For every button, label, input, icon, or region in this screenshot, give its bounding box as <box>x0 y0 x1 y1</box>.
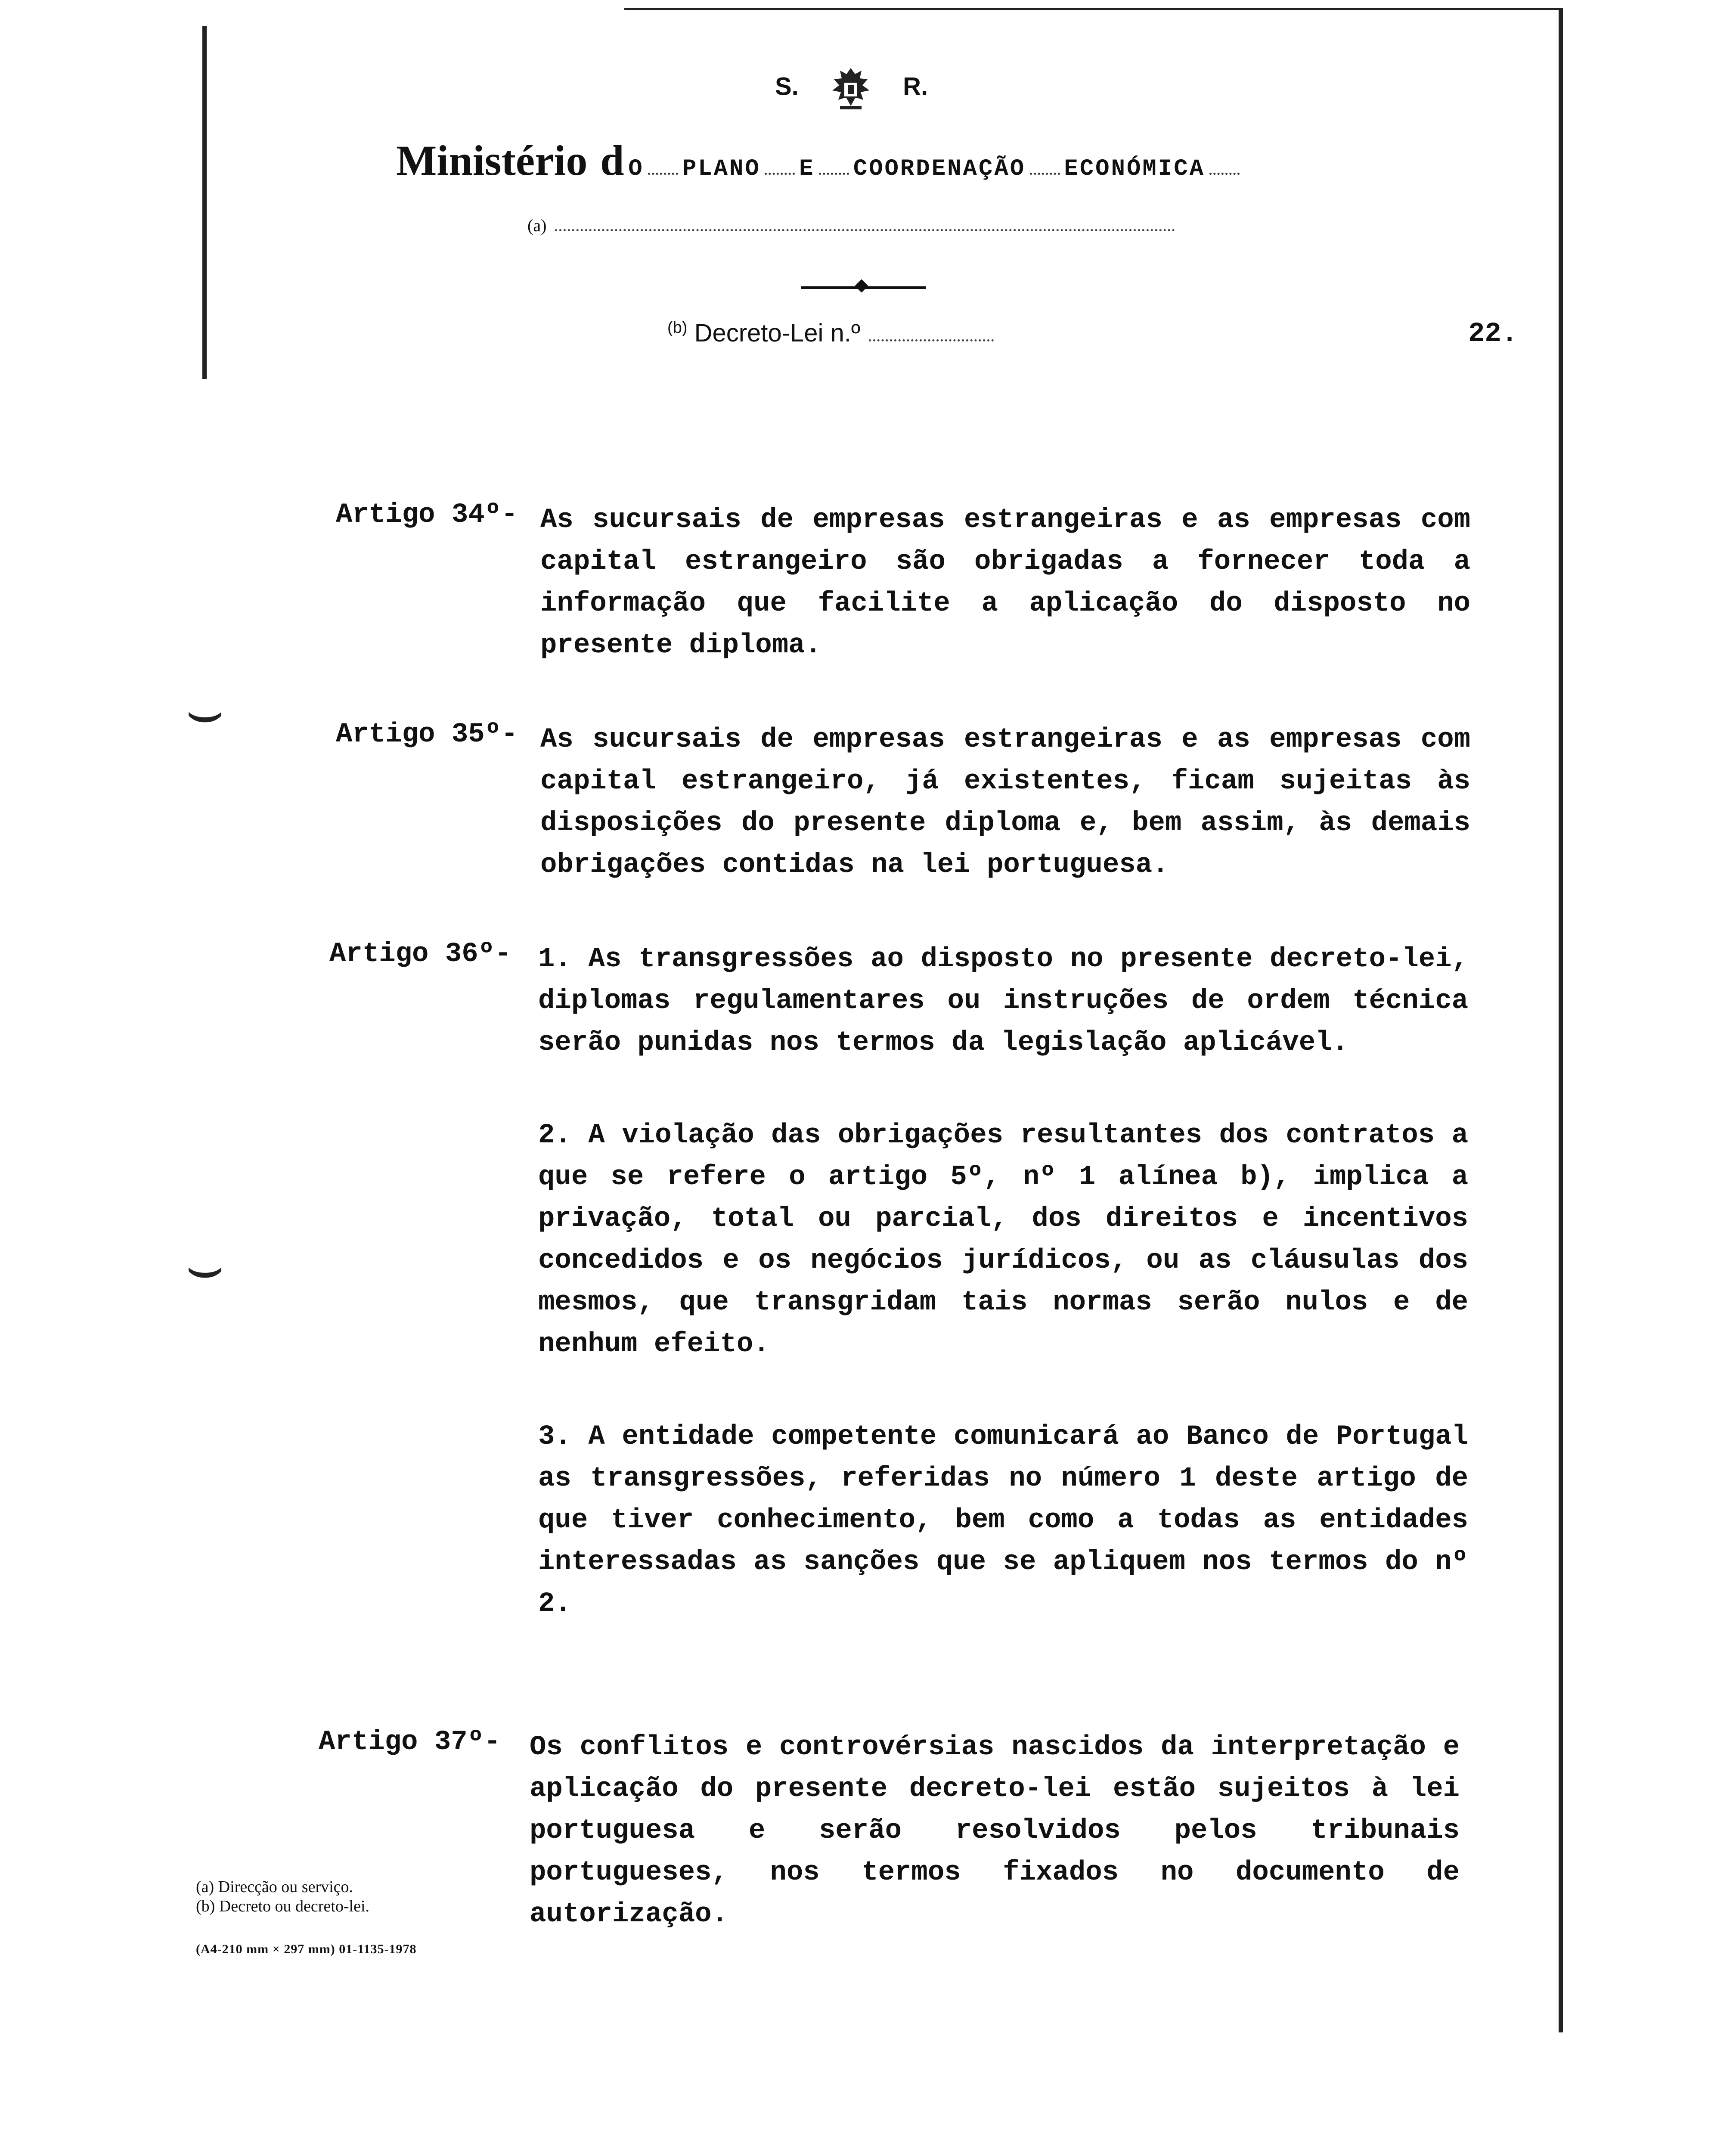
dotted-leader <box>1209 173 1240 175</box>
dotted-leader <box>765 173 795 175</box>
ministry-d: d <box>600 137 624 184</box>
dotted-leader <box>648 173 678 175</box>
coat-of-arms-icon <box>823 65 879 112</box>
ministry-line <box>396 136 1240 185</box>
header-seal-line <box>775 65 928 112</box>
article-36-label: Artigo 36º- <box>329 939 512 970</box>
article-37-label: Artigo 37º- <box>319 1727 501 1758</box>
article-37-text <box>530 1727 1460 1936</box>
hole-punch-mark-2: ⌣ <box>185 1232 225 1300</box>
article-35-label: Artigo 35º- <box>336 719 518 750</box>
article-paragraph: As sucursais de empresas estrangeiras e as empresas com capital estrangeiro, já existentes, ficam sujeitas às disposições do presente diploma e, bem assim, às demais obrigações contidas na lei portuguesa. <box>540 724 1470 881</box>
dotted-leader <box>1030 173 1060 175</box>
scan-edge-left <box>202 26 207 379</box>
ministry-e: E <box>799 156 815 182</box>
decree-number-blank <box>869 339 994 341</box>
hole-punch-mark-1: ⌣ <box>185 677 225 745</box>
article-paragraph: Os conflitos e controvérsias nascidos da interpretação e aplicação do presente decreto-lei estão sujeitos à lei portuguesa e serão resolvidos pelos tribunais portugueses, nos termos fixados no documento de autorização. <box>530 1732 1460 1930</box>
scan-edge-top <box>624 8 1563 10</box>
decree-line <box>667 319 994 347</box>
seal-right-text: R. <box>903 72 928 101</box>
ministry-coordenacao: COORDENAÇÃO <box>853 156 1026 182</box>
page-number: 22. <box>1468 319 1518 350</box>
article-36-text <box>538 939 1468 1625</box>
dotted-leader <box>819 173 849 175</box>
article-34-label: Artigo 34º- <box>336 499 518 530</box>
ministry-prefix: Ministério <box>396 137 588 184</box>
service-line-label: (a) <box>527 216 547 235</box>
form-code: (A4-210 mm × 297 mm) 01-1135-1978 <box>196 1942 417 1956</box>
article-paragraph: 2. A violação das obrigações resultantes dos contratos a que se refere o artigo 5º, nº 1 alínea b), implica a privação, total ou parcial, dos direitos e incentivos concedidos e os negócios jurídicos, ou as cláusulas dos mesmos, que transgridam tais normas serão nulos e de nenhum efeito. <box>538 1120 1468 1360</box>
service-line <box>527 215 1175 236</box>
scan-edge-right <box>1559 9 1563 2032</box>
article-paragraph: 3. A entidade competente comunicará ao Banco de Portugal as transgressões, referidas no número 1 deste artigo de que tiver conhecimento, bem como a todas as entidades interessadas as sanções que se apliquem nos termos do nº 2. <box>538 1421 1468 1619</box>
article-paragraph: As sucursais de empresas estrangeiras e as empresas com capital estrangeiro são obrigadas a fornecer toda a informação que facilite a aplicação do disposto no presente diploma. <box>540 505 1470 661</box>
ministry-plano: PLANO <box>682 156 761 182</box>
decree-label: Decreto-Lei n.º <box>694 319 861 347</box>
footnote-a: (a) Direcção ou serviço. <box>196 1878 353 1896</box>
article-35-text <box>540 719 1470 886</box>
article-34-text <box>540 499 1470 667</box>
ministry-economica: ECONÓMICA <box>1064 156 1206 182</box>
divider-diamond-icon <box>855 279 868 292</box>
decree-marker: (b) <box>667 319 688 337</box>
seal-left-text: S. <box>775 72 799 101</box>
service-line-blank <box>555 229 1175 231</box>
article-paragraph: 1. As transgressões ao disposto no presente decreto-lei, diplomas regulamentares ou instruções de ordem técnica serão punidas nos termos da legislação aplicável. <box>538 944 1468 1058</box>
footnote-b: (b) Decreto ou decreto-lei. <box>196 1897 370 1915</box>
ministry-o: O <box>628 156 644 182</box>
